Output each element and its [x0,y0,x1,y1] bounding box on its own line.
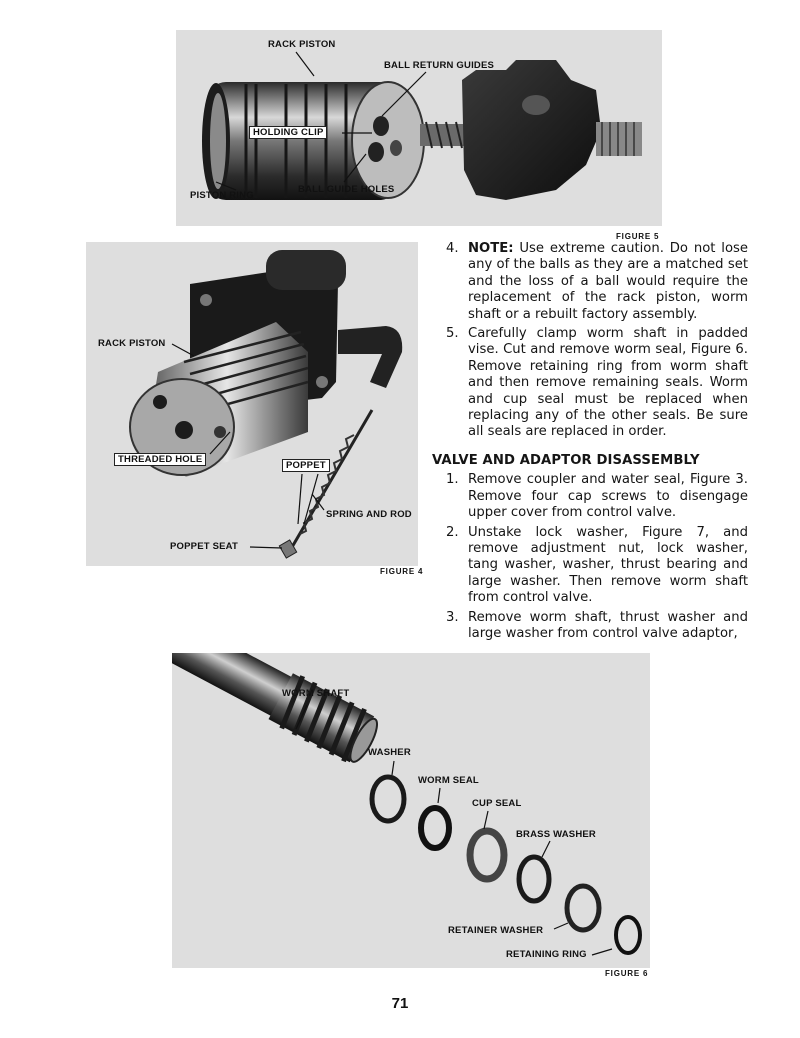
figure-4-caption: FIGURE 4 [380,567,424,576]
figure-5-photo [176,30,662,226]
label-piston-ring: PISTON RING [190,190,254,201]
figure-5-caption: FIGURE 5 [616,232,660,241]
step-4 [432,241,748,323]
label-brass-washer: BRASS WASHER [516,829,596,840]
text-column [432,241,748,645]
label-retainer-washer: RETAINER WASHER [448,925,544,936]
label-threaded-hole: THREADED HOLE [114,453,206,466]
section-step-3 [432,610,748,643]
step-number: 3. [446,609,459,625]
label-worm-seal: WORM SEAL [418,775,479,786]
step-text: Carefully clamp worm shaft in padded vise. Cut and remove worm seal, Figure 6. Remove retaining ring from worm shaft and then remove remaining seals. Worm and cup seal must be replaced when replacing any of the other seals. Be sure all seals are replaced in order. [468,326,748,440]
section-heading: VALVE AND ADAPTOR DISASSEMBLY [432,452,700,468]
label-spring-and-rod: SPRING AND ROD [326,509,412,520]
label-rack-piston-fig4: RACK PISTON [98,338,166,349]
step-text: Remove worm shaft, thrust washer and large washer from control valve adaptor, [468,609,748,641]
figure-6-photo [172,653,650,968]
step-number: 1. [446,472,459,488]
label-ball-guide-holes: BALL GUIDE HOLES [298,184,395,195]
figure-6-caption: FIGURE 6 [605,969,649,978]
step-number: 5. [446,326,459,342]
figure-4-photo [86,242,418,566]
label-washer: WASHER [368,747,411,758]
label-holding-clip: HOLDING CLIP [249,126,327,139]
step-5 [432,326,748,441]
section-step-1 [432,472,748,521]
step-text: Unstake lock washer, Figure 7, and remove adjustment nut, lock washer, tang washer, washer, thrust bearing and large washer. Then remove worm shaft from control valve. [468,524,748,606]
figure-6-illustration [172,653,650,968]
step-text: Remove coupler and water seal, Figure 3. Remove four cap screws to disengage upper cover from control valve. [468,472,748,521]
section-step-2 [432,525,748,607]
step-number: 2. [446,524,459,540]
page-number: 71 [391,995,409,1012]
label-poppet-seat: POPPET SEAT [170,541,239,552]
note-label: NOTE: [468,241,514,256]
label-ball-return-guides: BALL RETURN GUIDES [384,60,495,71]
label-cup-seal: CUP SEAL [472,798,522,809]
label-retaining-ring: RETAINING RING [506,949,587,960]
label-rack-piston: RACK PISTON [268,39,336,50]
step-number: 4. [446,241,459,256]
step-text: Use extreme caution. Do not lose any of the balls as they are a matched set and the loss of a ball would require the replacement of the rack piston, worm shaft or a rebuilt factory assembly. [468,241,748,322]
label-poppet: POPPET [282,459,330,472]
label-worm-shaft: WORM SHAFT [282,688,350,699]
